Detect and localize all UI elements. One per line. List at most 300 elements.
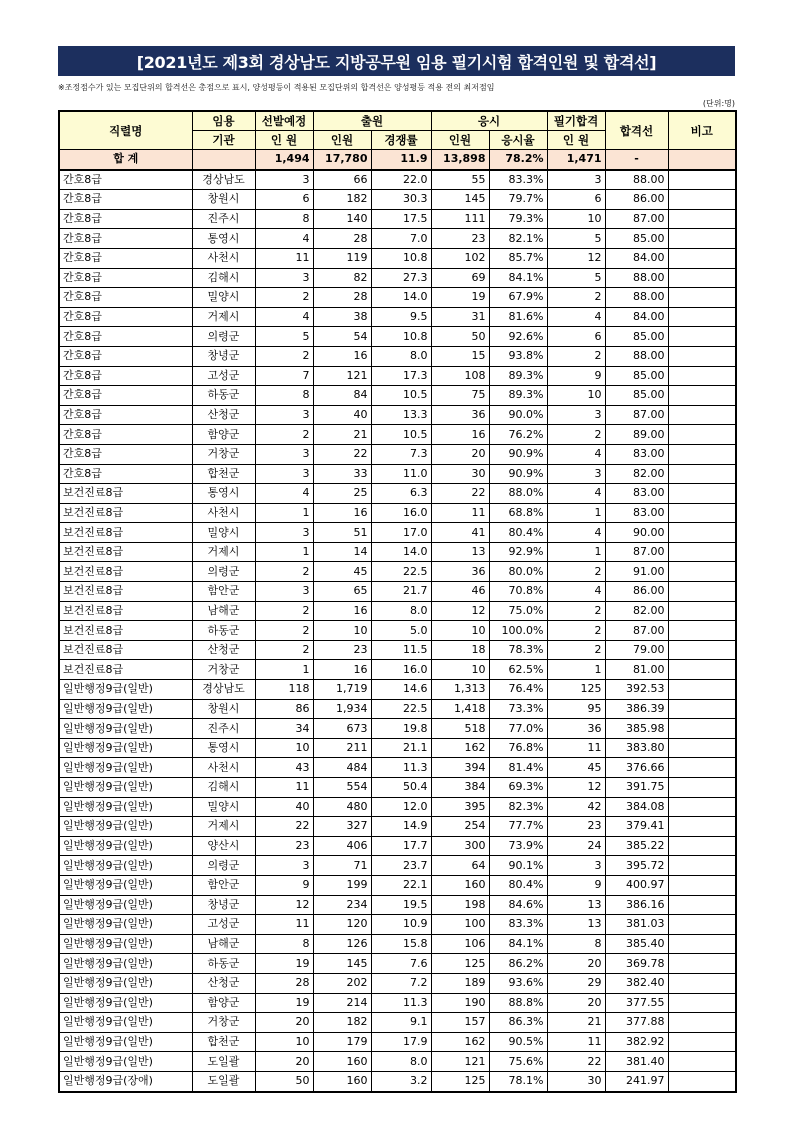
table-row bbox=[59, 425, 736, 445]
cell-cutoff: 392.53 bbox=[605, 680, 668, 700]
cell-remarks bbox=[668, 895, 736, 915]
total-row bbox=[59, 150, 736, 170]
cell-planned: 3 bbox=[255, 856, 313, 876]
table-row bbox=[59, 1013, 736, 1033]
cell-applied: 71 bbox=[313, 856, 371, 876]
total-exam: 13,898 bbox=[431, 150, 489, 170]
cell-passed: 10 bbox=[547, 209, 605, 229]
table-row bbox=[59, 738, 736, 758]
cell-applied: 22 bbox=[313, 444, 371, 464]
cell-applied: 119 bbox=[313, 248, 371, 268]
cell-passed: 9 bbox=[547, 875, 605, 895]
table-row bbox=[59, 562, 736, 582]
cell-position: 간호8급 bbox=[59, 386, 192, 406]
cell-position: 간호8급 bbox=[59, 288, 192, 308]
cell-exam-rate: 70.8% bbox=[489, 582, 547, 602]
cell-agency: 의령군 bbox=[192, 327, 255, 347]
cell-remarks bbox=[668, 503, 736, 523]
cell-applied: 23 bbox=[313, 640, 371, 660]
cell-agency: 거제시 bbox=[192, 817, 255, 837]
cell-exam: 23 bbox=[431, 229, 489, 249]
cell-competition: 17.5 bbox=[371, 209, 431, 229]
cell-planned: 8 bbox=[255, 209, 313, 229]
cell-exam: 13 bbox=[431, 542, 489, 562]
cell-applied: 16 bbox=[313, 660, 371, 680]
cell-exam: 10 bbox=[431, 621, 489, 641]
cell-remarks bbox=[668, 444, 736, 464]
cell-exam: 20 bbox=[431, 444, 489, 464]
cell-position: 일반행정9급(일반) bbox=[59, 699, 192, 719]
cell-exam: 395 bbox=[431, 797, 489, 817]
cell-remarks bbox=[668, 229, 736, 249]
cell-planned: 3 bbox=[255, 523, 313, 543]
cell-exam-rate: 86.2% bbox=[489, 954, 547, 974]
cell-position: 일반행정9급(일반) bbox=[59, 719, 192, 739]
cell-remarks bbox=[668, 699, 736, 719]
cell-exam-rate: 85.7% bbox=[489, 248, 547, 268]
cell-exam: 41 bbox=[431, 523, 489, 543]
cell-exam-rate: 84.1% bbox=[489, 934, 547, 954]
cell-applied: 484 bbox=[313, 758, 371, 778]
cell-cutoff: 381.03 bbox=[605, 915, 668, 935]
cell-position: 간호8급 bbox=[59, 425, 192, 445]
cell-passed: 4 bbox=[547, 582, 605, 602]
cell-passed: 20 bbox=[547, 954, 605, 974]
cell-exam: 18 bbox=[431, 640, 489, 660]
table-row bbox=[59, 327, 736, 347]
cell-agency: 밀양시 bbox=[192, 797, 255, 817]
cell-passed: 2 bbox=[547, 621, 605, 641]
cell-exam-rate: 78.1% bbox=[489, 1071, 547, 1091]
cell-planned: 3 bbox=[255, 582, 313, 602]
cell-agency: 거창군 bbox=[192, 660, 255, 680]
cell-planned: 11 bbox=[255, 248, 313, 268]
cell-cutoff: 386.16 bbox=[605, 895, 668, 915]
cell-exam-rate: 81.6% bbox=[489, 307, 547, 327]
cell-agency: 함안군 bbox=[192, 582, 255, 602]
cell-agency: 남해군 bbox=[192, 601, 255, 621]
cell-applied: 121 bbox=[313, 366, 371, 386]
cell-agency: 거창군 bbox=[192, 1013, 255, 1033]
cell-cutoff: 84.00 bbox=[605, 248, 668, 268]
cell-remarks bbox=[668, 248, 736, 268]
cell-planned: 2 bbox=[255, 601, 313, 621]
cell-cutoff: 85.00 bbox=[605, 229, 668, 249]
cell-competition: 14.0 bbox=[371, 542, 431, 562]
cell-cutoff: 381.40 bbox=[605, 1052, 668, 1072]
cell-position: 보건진료8급 bbox=[59, 523, 192, 543]
total-agency bbox=[192, 150, 255, 170]
cell-applied: 82 bbox=[313, 268, 371, 288]
table-row bbox=[59, 366, 736, 386]
cell-passed: 12 bbox=[547, 248, 605, 268]
cell-agency: 도일괄 bbox=[192, 1052, 255, 1072]
cell-applied: 16 bbox=[313, 503, 371, 523]
cell-competition: 23.7 bbox=[371, 856, 431, 876]
cell-exam-rate: 100.0% bbox=[489, 621, 547, 641]
cell-cutoff: 241.97 bbox=[605, 1071, 668, 1091]
cell-agency: 도일괄 bbox=[192, 1071, 255, 1091]
cell-competition: 16.0 bbox=[371, 660, 431, 680]
cell-exam-rate: 89.3% bbox=[489, 386, 547, 406]
cell-passed: 21 bbox=[547, 1013, 605, 1033]
cell-remarks bbox=[668, 582, 736, 602]
cell-planned: 19 bbox=[255, 954, 313, 974]
cell-passed: 4 bbox=[547, 444, 605, 464]
header-agency-bottom: 기관 bbox=[192, 131, 255, 150]
cell-exam-rate: 69.3% bbox=[489, 778, 547, 798]
cell-cutoff: 382.40 bbox=[605, 973, 668, 993]
cell-passed: 5 bbox=[547, 268, 605, 288]
cell-planned: 34 bbox=[255, 719, 313, 739]
cell-exam: 102 bbox=[431, 248, 489, 268]
cell-competition: 21.7 bbox=[371, 582, 431, 602]
cell-applied: 66 bbox=[313, 170, 371, 190]
cell-remarks bbox=[668, 621, 736, 641]
cell-agency: 사천시 bbox=[192, 248, 255, 268]
cell-competition: 22.1 bbox=[371, 875, 431, 895]
cell-exam-rate: 92.9% bbox=[489, 542, 547, 562]
cell-passed: 45 bbox=[547, 758, 605, 778]
cell-cutoff: 369.78 bbox=[605, 954, 668, 974]
cell-exam: 36 bbox=[431, 562, 489, 582]
cell-planned: 43 bbox=[255, 758, 313, 778]
cell-agency: 김해시 bbox=[192, 778, 255, 798]
header-planned-bottom: 인 원 bbox=[255, 131, 313, 150]
cell-passed: 20 bbox=[547, 993, 605, 1013]
cell-agency: 산청군 bbox=[192, 640, 255, 660]
cell-exam: 50 bbox=[431, 327, 489, 347]
cell-agency: 합천군 bbox=[192, 1032, 255, 1052]
table-row bbox=[59, 484, 736, 504]
cell-passed: 24 bbox=[547, 836, 605, 856]
table-row bbox=[59, 836, 736, 856]
cell-position: 일반행정9급(일반) bbox=[59, 1032, 192, 1052]
cell-agency: 통영시 bbox=[192, 229, 255, 249]
cell-exam: 1,418 bbox=[431, 699, 489, 719]
cell-position: 일반행정9급(일반) bbox=[59, 934, 192, 954]
header-passed-bottom: 인 원 bbox=[547, 131, 605, 150]
cell-position: 간호8급 bbox=[59, 307, 192, 327]
table-row bbox=[59, 601, 736, 621]
cell-competition: 22.0 bbox=[371, 170, 431, 190]
header-planned-top: 선발예정 bbox=[255, 111, 313, 131]
cell-planned: 4 bbox=[255, 484, 313, 504]
cell-competition: 16.0 bbox=[371, 503, 431, 523]
cell-exam: 75 bbox=[431, 386, 489, 406]
cell-position: 보건진료8급 bbox=[59, 542, 192, 562]
cell-remarks bbox=[668, 875, 736, 895]
cell-planned: 6 bbox=[255, 190, 313, 210]
cell-planned: 118 bbox=[255, 680, 313, 700]
table-row bbox=[59, 268, 736, 288]
cell-exam: 189 bbox=[431, 973, 489, 993]
cell-planned: 4 bbox=[255, 307, 313, 327]
cell-applied: 28 bbox=[313, 229, 371, 249]
cell-position: 보건진료8급 bbox=[59, 660, 192, 680]
cell-agency: 밀양시 bbox=[192, 288, 255, 308]
cell-remarks bbox=[668, 562, 736, 582]
cell-planned: 2 bbox=[255, 425, 313, 445]
cell-cutoff: 84.00 bbox=[605, 307, 668, 327]
cell-remarks bbox=[668, 601, 736, 621]
cell-exam: 125 bbox=[431, 954, 489, 974]
cell-competition: 11.3 bbox=[371, 993, 431, 1013]
cell-position: 보건진료8급 bbox=[59, 601, 192, 621]
cell-planned: 2 bbox=[255, 621, 313, 641]
cell-competition: 8.0 bbox=[371, 1052, 431, 1072]
table-row bbox=[59, 895, 736, 915]
cell-exam-rate: 77.0% bbox=[489, 719, 547, 739]
cell-passed: 3 bbox=[547, 405, 605, 425]
cell-agency: 밀양시 bbox=[192, 523, 255, 543]
table-row bbox=[59, 934, 736, 954]
cell-position: 일반행정9급(일반) bbox=[59, 778, 192, 798]
cell-exam: 121 bbox=[431, 1052, 489, 1072]
cell-agency: 통영시 bbox=[192, 484, 255, 504]
cell-exam-rate: 80.4% bbox=[489, 523, 547, 543]
cell-applied: 214 bbox=[313, 993, 371, 1013]
cell-remarks bbox=[668, 523, 736, 543]
cell-exam-rate: 75.0% bbox=[489, 601, 547, 621]
total-label: 합 계 bbox=[59, 150, 192, 170]
total-passed: 1,471 bbox=[547, 150, 605, 170]
cell-cutoff: 88.00 bbox=[605, 268, 668, 288]
cell-competition: 19.5 bbox=[371, 895, 431, 915]
cell-position: 일반행정9급(일반) bbox=[59, 875, 192, 895]
cell-passed: 9 bbox=[547, 366, 605, 386]
cell-exam-rate: 83.3% bbox=[489, 170, 547, 190]
cell-remarks bbox=[668, 1013, 736, 1033]
cell-planned: 2 bbox=[255, 640, 313, 660]
cell-position: 간호8급 bbox=[59, 229, 192, 249]
cell-position: 일반행정9급(장애) bbox=[59, 1071, 192, 1091]
cell-remarks bbox=[668, 327, 736, 347]
cell-exam: 254 bbox=[431, 817, 489, 837]
cell-applied: 45 bbox=[313, 562, 371, 582]
cell-planned: 12 bbox=[255, 895, 313, 915]
cell-position: 보건진료8급 bbox=[59, 562, 192, 582]
cell-passed: 2 bbox=[547, 346, 605, 366]
cell-agency: 거창군 bbox=[192, 444, 255, 464]
table-row bbox=[59, 719, 736, 739]
cell-competition: 22.5 bbox=[371, 699, 431, 719]
cell-competition: 17.9 bbox=[371, 1032, 431, 1052]
cell-applied: 160 bbox=[313, 1052, 371, 1072]
header-applied: 출원 bbox=[313, 111, 431, 131]
cell-cutoff: 377.88 bbox=[605, 1013, 668, 1033]
cell-passed: 12 bbox=[547, 778, 605, 798]
table-row bbox=[59, 288, 736, 308]
cell-applied: 160 bbox=[313, 1071, 371, 1091]
cell-planned: 3 bbox=[255, 464, 313, 484]
cell-position: 보건진료8급 bbox=[59, 621, 192, 641]
cell-exam: 111 bbox=[431, 209, 489, 229]
cell-planned: 9 bbox=[255, 875, 313, 895]
cell-planned: 11 bbox=[255, 915, 313, 935]
cell-passed: 2 bbox=[547, 601, 605, 621]
cell-passed: 4 bbox=[547, 523, 605, 543]
cell-applied: 182 bbox=[313, 1013, 371, 1033]
table-row bbox=[59, 444, 736, 464]
cell-applied: 16 bbox=[313, 346, 371, 366]
table-row bbox=[59, 209, 736, 229]
cell-exam: 125 bbox=[431, 1071, 489, 1091]
cell-exam: 190 bbox=[431, 993, 489, 1013]
cell-remarks bbox=[668, 680, 736, 700]
cell-planned: 7 bbox=[255, 366, 313, 386]
cell-remarks bbox=[668, 288, 736, 308]
cell-agency: 함양군 bbox=[192, 425, 255, 445]
table-row bbox=[59, 660, 736, 680]
cell-passed: 2 bbox=[547, 562, 605, 582]
cell-passed: 22 bbox=[547, 1052, 605, 1072]
cell-passed: 3 bbox=[547, 856, 605, 876]
cell-exam-rate: 75.6% bbox=[489, 1052, 547, 1072]
cell-agency: 함양군 bbox=[192, 993, 255, 1013]
cell-competition: 7.6 bbox=[371, 954, 431, 974]
cell-agency: 함안군 bbox=[192, 875, 255, 895]
cell-agency: 거제시 bbox=[192, 307, 255, 327]
cell-agency: 의령군 bbox=[192, 562, 255, 582]
cell-agency: 하동군 bbox=[192, 386, 255, 406]
cell-position: 간호8급 bbox=[59, 405, 192, 425]
table-row bbox=[59, 190, 736, 210]
cell-position: 일반행정9급(일반) bbox=[59, 738, 192, 758]
cell-competition: 8.0 bbox=[371, 601, 431, 621]
cell-agency: 사천시 bbox=[192, 758, 255, 778]
cell-passed: 95 bbox=[547, 699, 605, 719]
cell-agency: 창녕군 bbox=[192, 895, 255, 915]
cell-position: 간호8급 bbox=[59, 190, 192, 210]
cell-passed: 10 bbox=[547, 386, 605, 406]
table-row bbox=[59, 993, 736, 1013]
cell-passed: 4 bbox=[547, 307, 605, 327]
cell-agency: 거제시 bbox=[192, 542, 255, 562]
cell-remarks bbox=[668, 934, 736, 954]
cell-competition: 17.3 bbox=[371, 366, 431, 386]
table-row bbox=[59, 405, 736, 425]
table-row bbox=[59, 778, 736, 798]
cell-exam: 55 bbox=[431, 170, 489, 190]
cell-planned: 2 bbox=[255, 288, 313, 308]
cell-cutoff: 86.00 bbox=[605, 190, 668, 210]
cell-applied: 327 bbox=[313, 817, 371, 837]
cell-competition: 7.2 bbox=[371, 973, 431, 993]
cell-exam-rate: 79.3% bbox=[489, 209, 547, 229]
cell-competition: 11.0 bbox=[371, 464, 431, 484]
cell-planned: 11 bbox=[255, 778, 313, 798]
cell-planned: 3 bbox=[255, 444, 313, 464]
cell-planned: 10 bbox=[255, 738, 313, 758]
table-row bbox=[59, 248, 736, 268]
cell-competition: 14.6 bbox=[371, 680, 431, 700]
cell-remarks bbox=[668, 1032, 736, 1052]
cell-cutoff: 385.98 bbox=[605, 719, 668, 739]
cell-applied: 199 bbox=[313, 875, 371, 895]
cell-exam: 19 bbox=[431, 288, 489, 308]
cell-passed: 125 bbox=[547, 680, 605, 700]
cell-remarks bbox=[668, 542, 736, 562]
cell-position: 간호8급 bbox=[59, 268, 192, 288]
cell-cutoff: 83.00 bbox=[605, 484, 668, 504]
cell-cutoff: 385.22 bbox=[605, 836, 668, 856]
cell-competition: 30.3 bbox=[371, 190, 431, 210]
cell-planned: 40 bbox=[255, 797, 313, 817]
table-row bbox=[59, 797, 736, 817]
cell-competition: 12.0 bbox=[371, 797, 431, 817]
cell-applied: 65 bbox=[313, 582, 371, 602]
cell-cutoff: 87.00 bbox=[605, 621, 668, 641]
cell-applied: 28 bbox=[313, 288, 371, 308]
cell-cutoff: 400.97 bbox=[605, 875, 668, 895]
cell-remarks bbox=[668, 1071, 736, 1091]
cell-remarks bbox=[668, 993, 736, 1013]
cell-planned: 8 bbox=[255, 386, 313, 406]
cell-exam-rate: 92.6% bbox=[489, 327, 547, 347]
cell-passed: 3 bbox=[547, 170, 605, 190]
cell-competition: 5.0 bbox=[371, 621, 431, 641]
table-row bbox=[59, 758, 736, 778]
cell-competition: 17.7 bbox=[371, 836, 431, 856]
cell-cutoff: 377.55 bbox=[605, 993, 668, 1013]
cell-competition: 17.0 bbox=[371, 523, 431, 543]
table-row bbox=[59, 1032, 736, 1052]
unit-label: (단위:명) bbox=[702, 99, 735, 108]
cell-exam: 300 bbox=[431, 836, 489, 856]
cell-position: 일반행정9급(일반) bbox=[59, 895, 192, 915]
cell-passed: 36 bbox=[547, 719, 605, 739]
table-row bbox=[59, 503, 736, 523]
cell-passed: 2 bbox=[547, 425, 605, 445]
table-row bbox=[59, 640, 736, 660]
cell-competition: 14.0 bbox=[371, 288, 431, 308]
cell-exam: 16 bbox=[431, 425, 489, 445]
table-row bbox=[59, 856, 736, 876]
cell-cutoff: 384.08 bbox=[605, 797, 668, 817]
cell-competition: 11.5 bbox=[371, 640, 431, 660]
cell-remarks bbox=[668, 346, 736, 366]
cell-cutoff: 87.00 bbox=[605, 405, 668, 425]
cell-cutoff: 391.75 bbox=[605, 778, 668, 798]
cell-applied: 16 bbox=[313, 601, 371, 621]
total-planned: 1,494 bbox=[255, 150, 313, 170]
table-row bbox=[59, 1052, 736, 1072]
cell-agency: 의령군 bbox=[192, 856, 255, 876]
cell-exam: 64 bbox=[431, 856, 489, 876]
cell-applied: 145 bbox=[313, 954, 371, 974]
cell-position: 일반행정9급(일반) bbox=[59, 973, 192, 993]
cell-planned: 3 bbox=[255, 405, 313, 425]
cell-position: 간호8급 bbox=[59, 327, 192, 347]
cell-applied: 126 bbox=[313, 934, 371, 954]
cell-exam: 15 bbox=[431, 346, 489, 366]
cell-agency: 경상남도 bbox=[192, 170, 255, 190]
cell-passed: 4 bbox=[547, 484, 605, 504]
cell-cutoff: 85.00 bbox=[605, 327, 668, 347]
cell-passed: 13 bbox=[547, 915, 605, 935]
cell-position: 일반행정9급(일반) bbox=[59, 817, 192, 837]
cell-applied: 202 bbox=[313, 973, 371, 993]
cell-cutoff: 79.00 bbox=[605, 640, 668, 660]
cell-passed: 30 bbox=[547, 1071, 605, 1091]
table-row bbox=[59, 1071, 736, 1091]
cell-exam-rate: 78.3% bbox=[489, 640, 547, 660]
cell-applied: 120 bbox=[313, 915, 371, 935]
cell-planned: 22 bbox=[255, 817, 313, 837]
cell-position: 일반행정9급(일반) bbox=[59, 797, 192, 817]
table-row bbox=[59, 915, 736, 935]
